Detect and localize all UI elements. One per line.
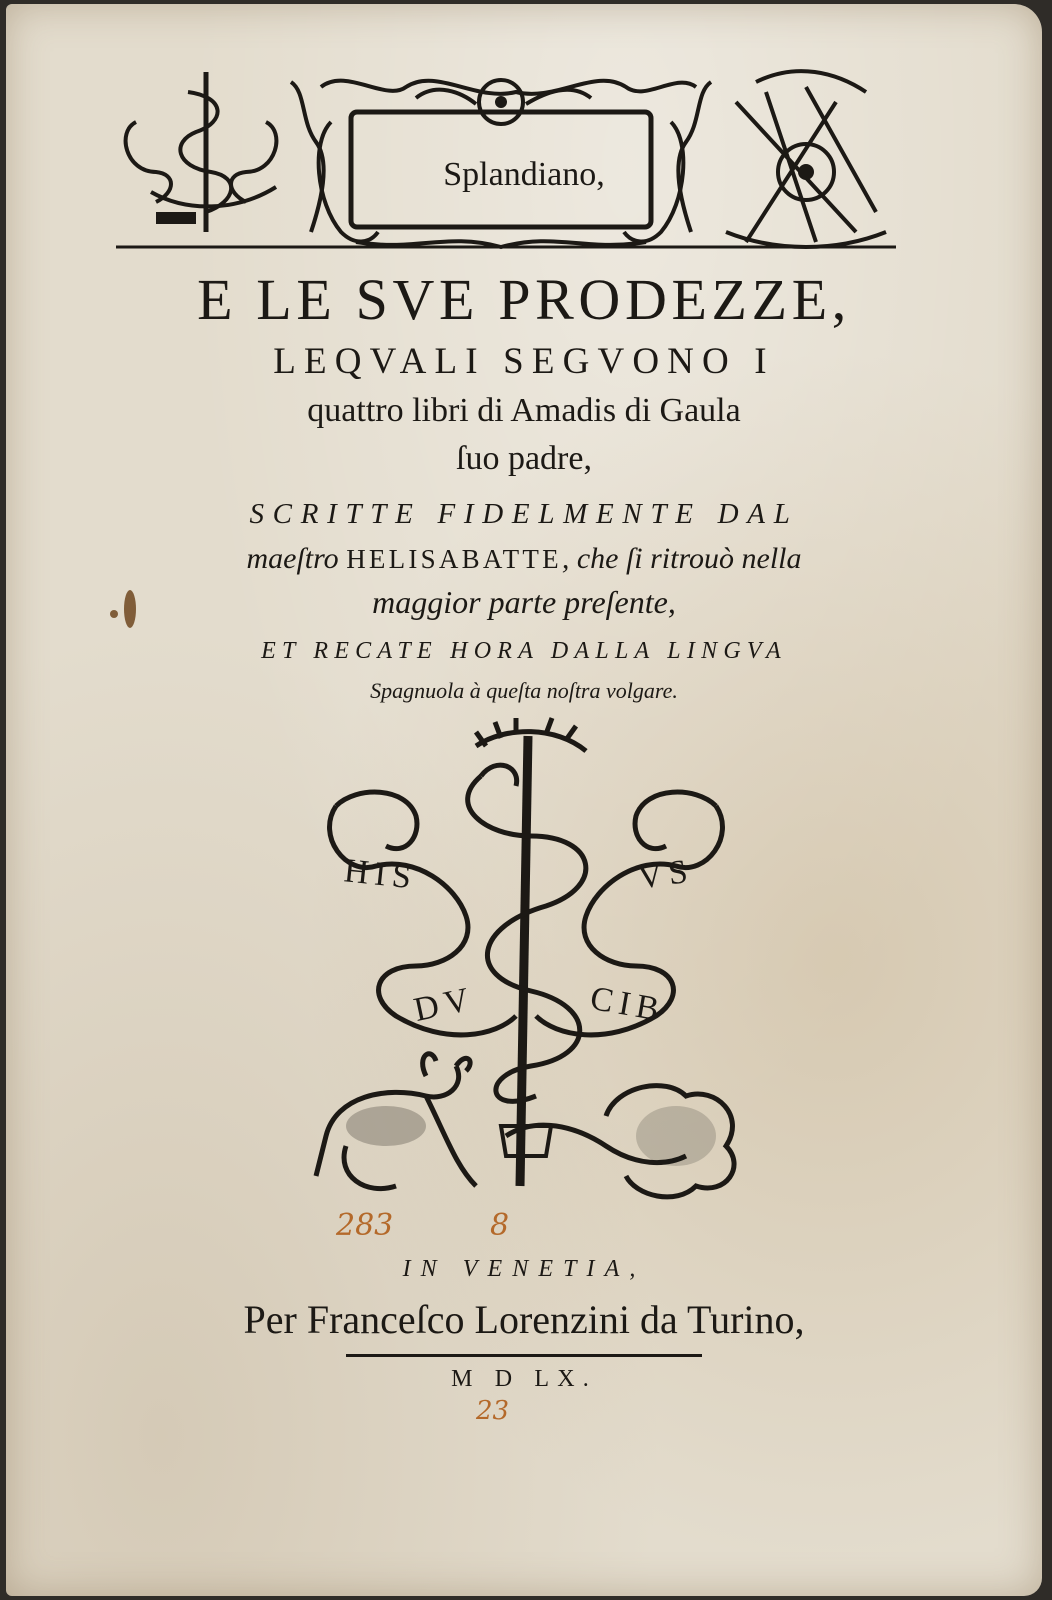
imprint-place: IN VENETIA,	[402, 1256, 646, 1282]
title-line-lequali: LEQVALI SEGVONO I	[273, 341, 775, 382]
maestro-prefix: maeſtro	[246, 542, 347, 575]
device-motto-dv: DV	[410, 980, 479, 1029]
title-line-padre: ſuo padre,	[456, 440, 592, 477]
imprint-rule	[346, 1354, 702, 1357]
author-name: HELISABATTE	[346, 544, 562, 574]
title-line-maggior: maggior parte preſente,	[372, 584, 676, 620]
manuscript-shelf-number: 283	[336, 1208, 394, 1243]
maestro-suffix: , che ſi ritrouò nella	[561, 542, 802, 575]
title-line-prodezze: E LE SVE PRODEZZE,	[197, 267, 851, 332]
imprint-printer: Per Franceſco Lorenzini da Turino,	[243, 1297, 805, 1342]
title-line-spagnuola: Spagnuola à queſta noſtra volgare.	[370, 678, 678, 703]
device-motto-vs: VS	[635, 852, 696, 897]
device-motto-cib: CIB	[587, 979, 668, 1030]
ink-stain	[110, 610, 118, 618]
title-line-scritte: SCRITTE FIDELMENTE DAL	[249, 498, 799, 530]
title-line-recate: ET RECATE HORA DALLA LINGVA	[261, 638, 787, 664]
ink-stain	[124, 590, 136, 628]
title-cartouche-text: Splandiano,	[443, 156, 605, 193]
manuscript-lower-note: 23	[476, 1396, 510, 1426]
imprint-date: M D LX.	[451, 1366, 597, 1392]
title-line-quattro: quattro libri di Amadis di Gaula	[307, 392, 741, 429]
title-page	[6, 4, 1042, 1596]
manuscript-digit: 8	[490, 1208, 510, 1243]
title-line-maestro	[6, 542, 1042, 576]
printers-device-woodcut	[306, 716, 746, 1216]
device-motto-his: HIS	[342, 852, 419, 897]
